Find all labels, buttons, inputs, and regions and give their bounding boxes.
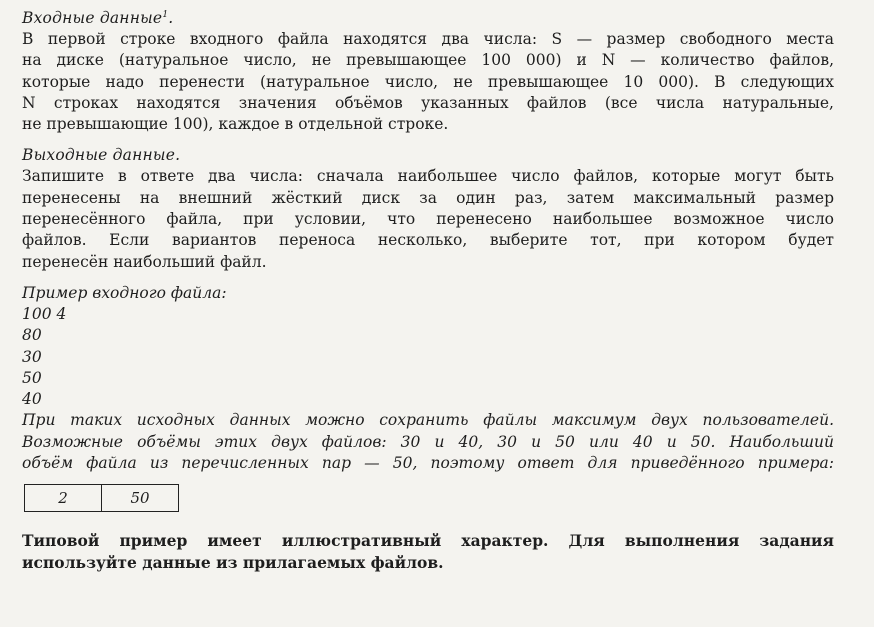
explanation-line: При таких исходных данных можно сохранить файлы максимум двух пользователей. [22, 411, 834, 430]
example-explanation [22, 410, 834, 474]
input-heading-text: Входные данные [22, 9, 163, 27]
example-label: Пример входного файла: [22, 283, 227, 302]
input-line: N строках находятся значения объёмов указанных файлов (все числа натуральные, [22, 93, 834, 112]
answer-cell-count: 2 [25, 485, 102, 512]
output-line: Запишите в ответе два числа: сначала наибольшее число файлов, которые могут быть [22, 167, 834, 186]
output-description [22, 166, 834, 272]
input-line: которые надо перенести (натуральное число, не превышающее 10 000). В следующих [22, 72, 834, 91]
answer-cell-size: 50 [102, 485, 179, 512]
output-line: перенесённого файла, при условии, что перенесено наибольшее возможное число [22, 210, 834, 229]
footnote-mark: 1 [162, 9, 169, 20]
note-line: Типовой пример имеет иллюстративный характер. Для выполнения задания [22, 531, 834, 551]
example-input-line: 100 4 [22, 304, 67, 323]
example-input-line: 30 [22, 347, 42, 366]
note-line: используйте данные из прилагаемых файлов. [22, 552, 444, 572]
output-heading: Выходные данные. [22, 146, 181, 165]
note [22, 530, 834, 573]
input-description [22, 29, 834, 135]
output-line: перенесены на внешний жёсткий диск за один раз, затем максимальный размер [22, 188, 834, 207]
explanation-line: Возможные объёмы этих двух файлов: 30 и 40, 30 и 50 или 40 и 50. Наибольший [22, 432, 834, 451]
example-input-line: 80 [22, 326, 42, 345]
output-line: перенесён наибольший файл. [22, 252, 267, 271]
input-line: на диске (натуральное число, не превышающее 100 000) и N — количество файлов, [22, 51, 834, 70]
explanation-line: объём файла из перечисленных пар — 50, поэтому ответ для приведённого примера: [22, 454, 834, 473]
input-line: В первой строке входного файла находятся два числа: S — размер свободного места [22, 30, 834, 48]
example-input-line: 50 [22, 368, 42, 387]
answer-row [25, 485, 179, 512]
input-heading [22, 8, 834, 29]
example-input-line: 40 [22, 390, 42, 409]
input-heading-end: . [168, 9, 174, 27]
output-line: файлов. Если вариантов переноса несколько, выберите тот, при котором будет [22, 231, 834, 250]
input-line: не превышающие 100), каждое в отдельной строке. [22, 115, 449, 134]
answer-table [24, 484, 179, 512]
